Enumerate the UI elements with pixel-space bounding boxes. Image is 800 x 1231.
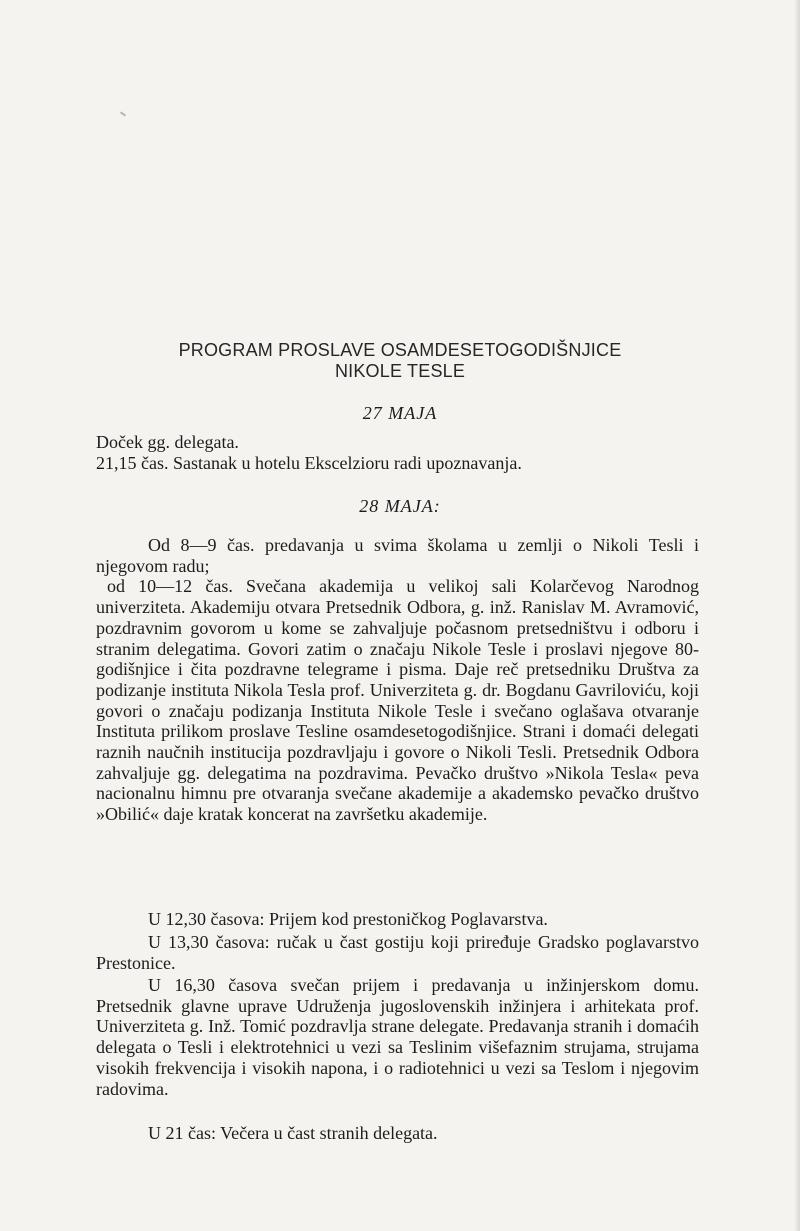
page-edge-shadow: [794, 0, 800, 1231]
document-title-line-1: PROGRAM PROSLAVE OSAMDESETOGODIŠNJICE: [178, 340, 622, 360]
day1-line: 21,15 čas. Sastanak u hotelu Ekscelzioru radi upoznavanja.: [96, 452, 522, 473]
day2-paragraph: U 16,30 časova svečan prijem i predavanja u inžinjerskom domu. Pretsednik glavne uprave Udruženja jugoslovenskih inžinjera i arhitekata prof. Univerziteta g. Inž. Tomić pozdravlja strane delegate. Predavanja stranih i domaćih delegata o Tesli i elektrotehnici u vezi sa Teslinim višefaznim strujama, strujama visokih frekvencija i visokih napona, i o radiotehnici u vezi sa Teslom i njegovim radovima.: [96, 975, 699, 1099]
paper-speck: [120, 111, 126, 116]
day1-line: Doček gg. delegata.: [96, 432, 239, 452]
document-title-line-2: NIKOLE TESLE: [334, 361, 466, 381]
day2-paragraph: Od 8—9 čas. predavanja u svima školama u zemlji o Nikoli Tesli i njegovom radu;: [96, 535, 699, 576]
day2-paragraph: U 12,30 časova: Prijem kod prestoničkog Poglavarstva.: [148, 909, 548, 929]
day2-paragraph: U 13,30 časova: ručak u čast gostiju koji priređuje Gradsko poglavarstvo Prestonice.: [96, 932, 699, 973]
day2-paragraph: od 10—12 čas. Svečana akademija u velikoj sali Kolarčevog Narodnog univerziteta. Akademiju otvara Pretsednik Odbora, g. inž. Ranislav M. Avramović, pozdravnim govorom u kome se zahvaljuje počasnom pretsedništvu i odboru i stranim delegatima. Govori zatim o značaju Nikole Tesle i proslavi njegove 80-godišnjice i čita pozdravne telegrame i pisma. Daje reč pretsedniku Društva za podizanje instituta Nikola Tesla prof. Univerziteta g. dr. Bogdanu Gavriloviću, koji govori o značaju podizanja Instituta Nikole Tesle i svečano oglašava otvaranje Instituta prilikom proslave Tesline osamdesetogodišnjice. Strani i domaći delegati raznih naučnih institucija pozdravljaju i govore o Nikoli Tesli. Pretsednik Odbora zahvaljuje gg. delegatima na pozdravima. Pevačko društvo »Nikola Tesla« peva nacionalnu himnu pre otvaranja svečane akademije a akademsko pevačko društvo »Obilić« daje kratak koncerat na završetku akademije.: [96, 576, 699, 825]
day1-schedule: [96, 432, 699, 473]
day2-morning-block: [96, 535, 699, 825]
day2-paragraph: U 21 čas: Večera u čast stranih delegata.: [148, 1123, 438, 1143]
day2-heading: 28 MAJA:: [359, 496, 441, 516]
day1-heading: 27 MAJA: [362, 403, 438, 423]
